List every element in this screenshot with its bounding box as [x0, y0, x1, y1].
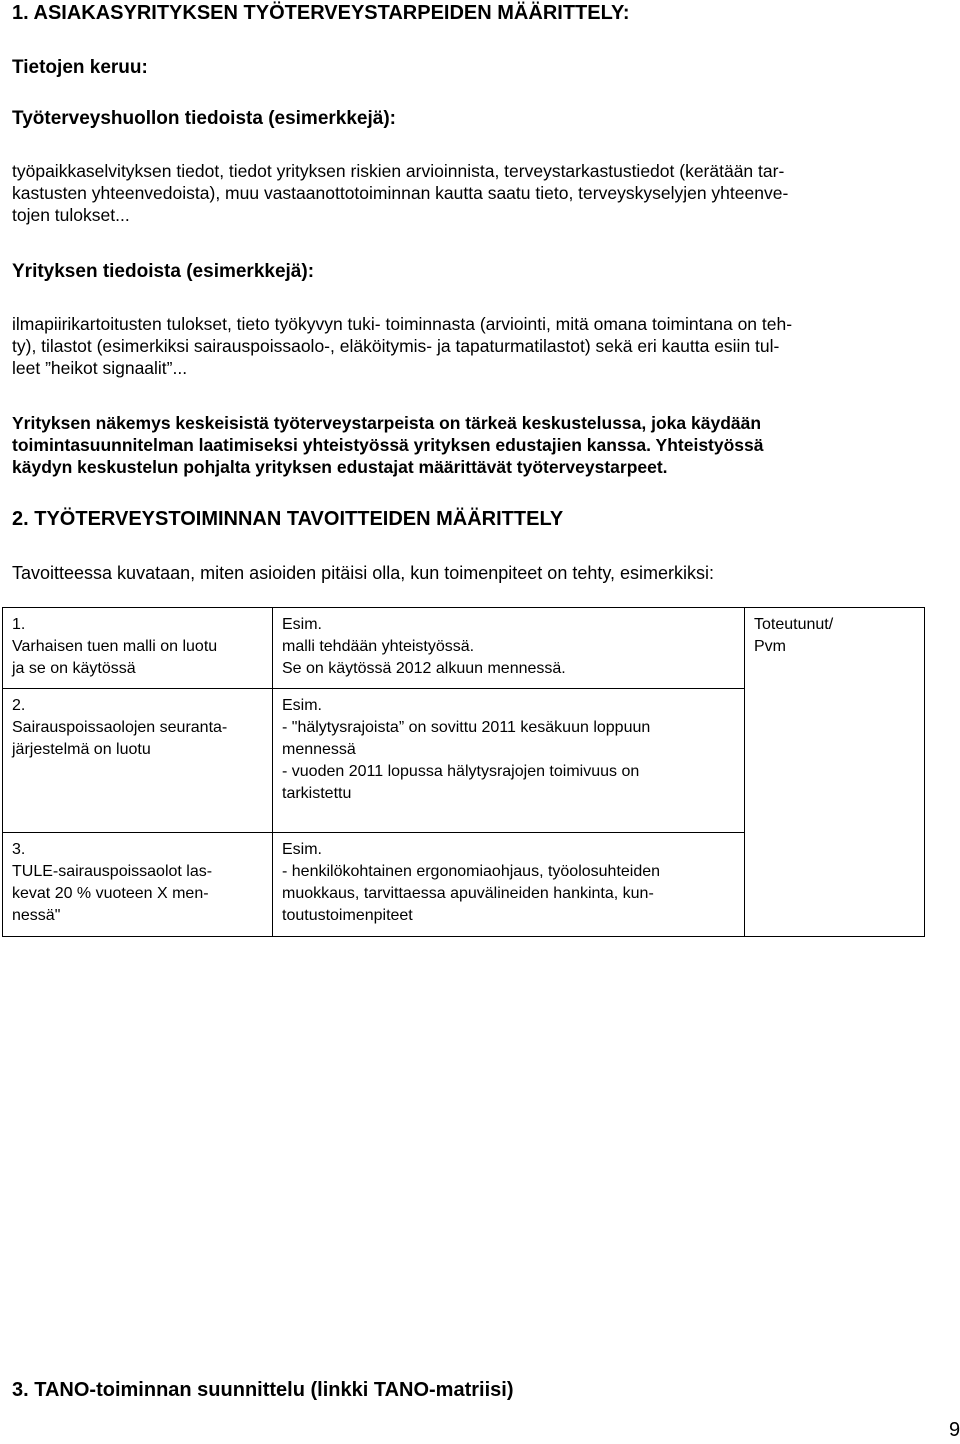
- cell-text: malli tehdään yhteistyössä.: [282, 638, 475, 655]
- goal-cell: [3, 608, 273, 689]
- intro-goals: Tavoitteessa kuvataan, miten asioiden pitäisi olla, kun toimenpiteet on tehty, esimerkiksi:: [12, 563, 715, 583]
- cell-text: muokkaus, tarvittaessa apuvälineiden hankinta, kun-: [282, 885, 654, 902]
- heading-section-3: 3. TANO-toiminnan suunnittelu (linkki TANO-matriisi): [12, 1379, 514, 1401]
- subheading-company-data: Yrityksen tiedoista (esimerkkejä):: [12, 261, 315, 282]
- goals-table: [2, 607, 925, 937]
- example-cell: [273, 689, 745, 833]
- cell-text: Pvm: [754, 638, 786, 655]
- text-line: tojen tulokset...: [12, 205, 130, 225]
- text-line: Yrityksen näkemys keskeisistä työterveystarpeista on tärkeä keskustelussa, joka käydään: [12, 413, 762, 433]
- cell-text: järjestelmä on luotu: [12, 741, 151, 758]
- text-line: työpaikkaselvityksen tiedot, tiedot yrityksen riskien arvioinnista, terveystarkastustiedot (kerätään tar-: [12, 161, 785, 181]
- cell-text: kevat 20 % vuoteen X men-: [12, 885, 209, 902]
- cell-text: 3.: [12, 841, 26, 858]
- cell-text: Se on käytössä 2012 alkuun mennessä.: [282, 660, 566, 677]
- example-cell: [273, 608, 745, 689]
- heading-section-1: 1. ASIAKASYRITYKSEN TYÖTERVEYSTARPEIDEN MÄÄRITTELY:: [12, 2, 630, 24]
- text-line: ilmapiirikartoitusten tulokset, tieto työkyvyn tuki- toiminnasta (arviointi, mitä omana toimintana on teh-: [12, 314, 793, 334]
- cell-text: Toteutunut/: [754, 616, 834, 633]
- subheading-data-collection: Tietojen keruu:: [12, 57, 148, 78]
- cell-text: nessä": [12, 907, 61, 924]
- cell-text: TULE-sairauspoissaolot las-: [12, 863, 213, 880]
- goal-cell: [3, 833, 273, 937]
- cell-text: - vuoden 2011 lopussa hälytysrajojen toimivuus on: [282, 763, 640, 780]
- page-number: 9: [949, 1419, 960, 1441]
- cell-text: 2.: [12, 697, 26, 714]
- cell-text: - henkilökohtainen ergonomiaohjaus, työolosuhteiden: [282, 863, 661, 880]
- text-line: leet ”heikot signaalit”...: [12, 358, 188, 378]
- cell-text: tarkistettu: [282, 785, 352, 802]
- cell-text: Esim.: [282, 616, 322, 633]
- cell-text: Esim.: [282, 697, 322, 714]
- heading-section-2: 2. TYÖTERVEYSTOIMINNAN TAVOITTEIDEN MÄÄRITTELY: [12, 508, 564, 530]
- goal-cell: [3, 689, 273, 833]
- example-cell: [273, 833, 745, 937]
- text-line: ty), tilastot (esimerkiksi sairauspoissaolo-, eläköitymis- ja tapaturmatilastot) sekä eri kautta esiin tul-: [12, 336, 780, 356]
- cell-text: Varhaisen tuen malli on luotu: [12, 638, 218, 655]
- table-row: [3, 608, 925, 689]
- status-cell: [745, 608, 925, 937]
- text-line: toimintasuunnitelman laatimiseksi yhteistyössä yrityksen edustajien kanssa. Yhteistyössä: [12, 435, 764, 455]
- subheading-occupational-health-data: Työterveyshuollon tiedoista (esimerkkejä):: [12, 108, 396, 129]
- cell-text: Sairauspoissaolojen seuranta-: [12, 719, 228, 736]
- paragraph-company-view: [12, 412, 944, 478]
- paragraph-occupational-health-examples: [12, 160, 944, 226]
- paragraph-company-examples: [12, 313, 944, 379]
- cell-text: - "hälytysrajoista” on sovittu 2011 kesäkuun loppuun: [282, 719, 651, 736]
- cell-text: ja se on käytössä: [12, 660, 136, 677]
- cell-text: toutustoimenpiteet: [282, 907, 413, 924]
- cell-text: 1.: [12, 616, 26, 633]
- text-line: käydyn keskustelun pohjalta yrityksen edustajat määrittävät työterveystarpeet.: [12, 457, 668, 477]
- cell-text: mennessä: [282, 741, 356, 758]
- cell-text: Esim.: [282, 841, 322, 858]
- text-line: kastusten yhteenvedoista), muu vastaanottotoiminnan kautta saatu tieto, terveyskyselyjen yhteenve-: [12, 183, 789, 203]
